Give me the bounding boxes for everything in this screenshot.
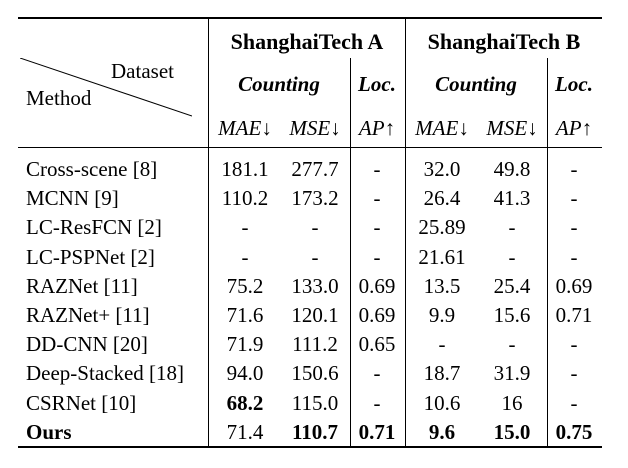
cell-a-ap: 0.65 [358,332,396,357]
cell-b-ap: - [570,361,578,386]
cell-a-ap: - [373,186,381,211]
corner-dataset-label: Dataset [111,59,174,83]
cell-b-mae: 18.7 [423,361,461,386]
cell-b-mse: - [508,244,516,269]
cell-a-mse: 133.0 [291,273,339,298]
cell-a-ap: - [373,215,381,240]
cell-a-ap: - [373,390,381,415]
cell-a-mse: 150.6 [291,361,339,386]
method-cell: RAZNet [11] [26,273,138,298]
dataset-b-counting: Counting [435,72,517,96]
cell-b-mae: 9.9 [428,303,456,327]
cell-a-mae: 71.9 [226,332,264,357]
method-cell: MCNN [9] [26,186,119,211]
cell-a-mae: 71.6 [226,303,264,327]
vline-b-loc [547,58,548,446]
cell-b-ap: - [570,157,578,181]
cell-b-mae: 32.0 [423,157,461,181]
method-cell: RAZNet+ [11] [26,303,150,327]
cell-a-ap: - [373,244,381,269]
dataset-b-mse-header: MSE↓ [486,116,538,140]
cell-a-mse: - [311,244,319,269]
cell-b-ap: - [570,332,578,357]
header-rule [18,147,602,148]
dataset-b-header: ShanghaiTech B [427,29,581,54]
cell-a-ap: 0.69 [358,303,396,327]
cell-b-ap: - [570,215,578,240]
cell-a-ap: - [373,157,381,181]
method-cell: DD-CNN [20] [26,332,148,357]
cell-a-mse: 120.1 [291,303,339,327]
dataset-a-ap-header: AP↑ [358,116,396,140]
dataset-a-mae-header: MAE↓ [218,116,272,140]
cell-a-ap: - [373,361,381,386]
cell-b-mse: 41.3 [493,186,531,211]
dataset-a-header: ShanghaiTech A [230,29,384,54]
vline-a-loc [350,58,351,446]
cell-a-mae: 75.2 [226,273,264,298]
cell-a-mae: - [241,244,249,269]
cell-a-mse: - [311,215,319,240]
cell-b-mse: 16 [501,390,523,415]
cell-b-mse: 49.8 [493,157,531,181]
cell-b-mae: 25.89 [418,215,466,240]
method-cell: LC-PSPNet [2] [26,244,155,269]
cell-a-mse: 115.0 [291,390,339,415]
cell-a-mae: 94.0 [226,361,264,386]
cell-b-mse: 15.6 [493,303,531,327]
cell-a-mae: 110.2 [221,186,269,211]
cell-a-mae: 68.2 [226,390,264,415]
cell-b-ap: - [570,390,578,415]
cell-a-mae: 181.1 [221,157,269,181]
cell-b-mae: 10.6 [423,390,461,415]
method-cell: Cross-scene [8] [26,157,158,181]
cell-b-ap: 0.71 [555,303,593,327]
dataset-b-loc: Loc. [555,72,593,96]
top-rule [18,17,602,19]
method-cell: LC-ResFCN [2] [26,215,162,240]
cell-b-mae: 26.4 [423,186,461,211]
cell-a-mse: 173.2 [291,186,339,211]
vline-dataset-sep [405,18,406,446]
cell-b-mae: 13.5 [423,273,461,298]
cell-b-ap: 0.69 [555,273,593,298]
cell-b-mse: - [508,332,516,357]
cell-a-ap: 0.69 [358,273,396,298]
cell-a-mse: 111.2 [292,332,338,357]
method-cell: CSRNet [10] [26,390,137,415]
cell-a-mse: 277.7 [291,157,339,181]
method-cell: Ours [26,419,72,444]
cell-b-mse: 15.0 [493,419,531,444]
cell-b-ap: - [570,244,578,269]
dataset-a-mse-header: MSE↓ [289,116,341,140]
cell-b-mse: 25.4 [493,273,531,298]
cell-b-mse: - [508,215,516,240]
dataset-b-mae-header: MAE↓ [415,116,469,140]
cell-b-mae: 21.61 [418,244,466,269]
cell-b-mae: - [438,332,446,357]
cell-a-mae: 71.4 [226,419,264,444]
cell-b-mse: 31.9 [493,361,531,386]
method-cell: Deep-Stacked [18] [26,361,185,386]
cell-a-ap: 0.71 [358,419,396,444]
dataset-a-counting: Counting [238,72,320,96]
cell-b-mae: 9.6 [428,419,456,444]
corner-method-label: Method [26,86,92,110]
vline-method [208,18,209,446]
dataset-b-ap-header: AP↑ [555,116,593,140]
dataset-a-loc: Loc. [358,72,396,96]
cell-b-ap: - [570,186,578,211]
cell-a-mse: 110.7 [291,419,339,444]
cell-b-ap: 0.75 [555,419,593,444]
cell-a-mae: - [241,215,249,240]
bottom-rule [18,446,602,448]
